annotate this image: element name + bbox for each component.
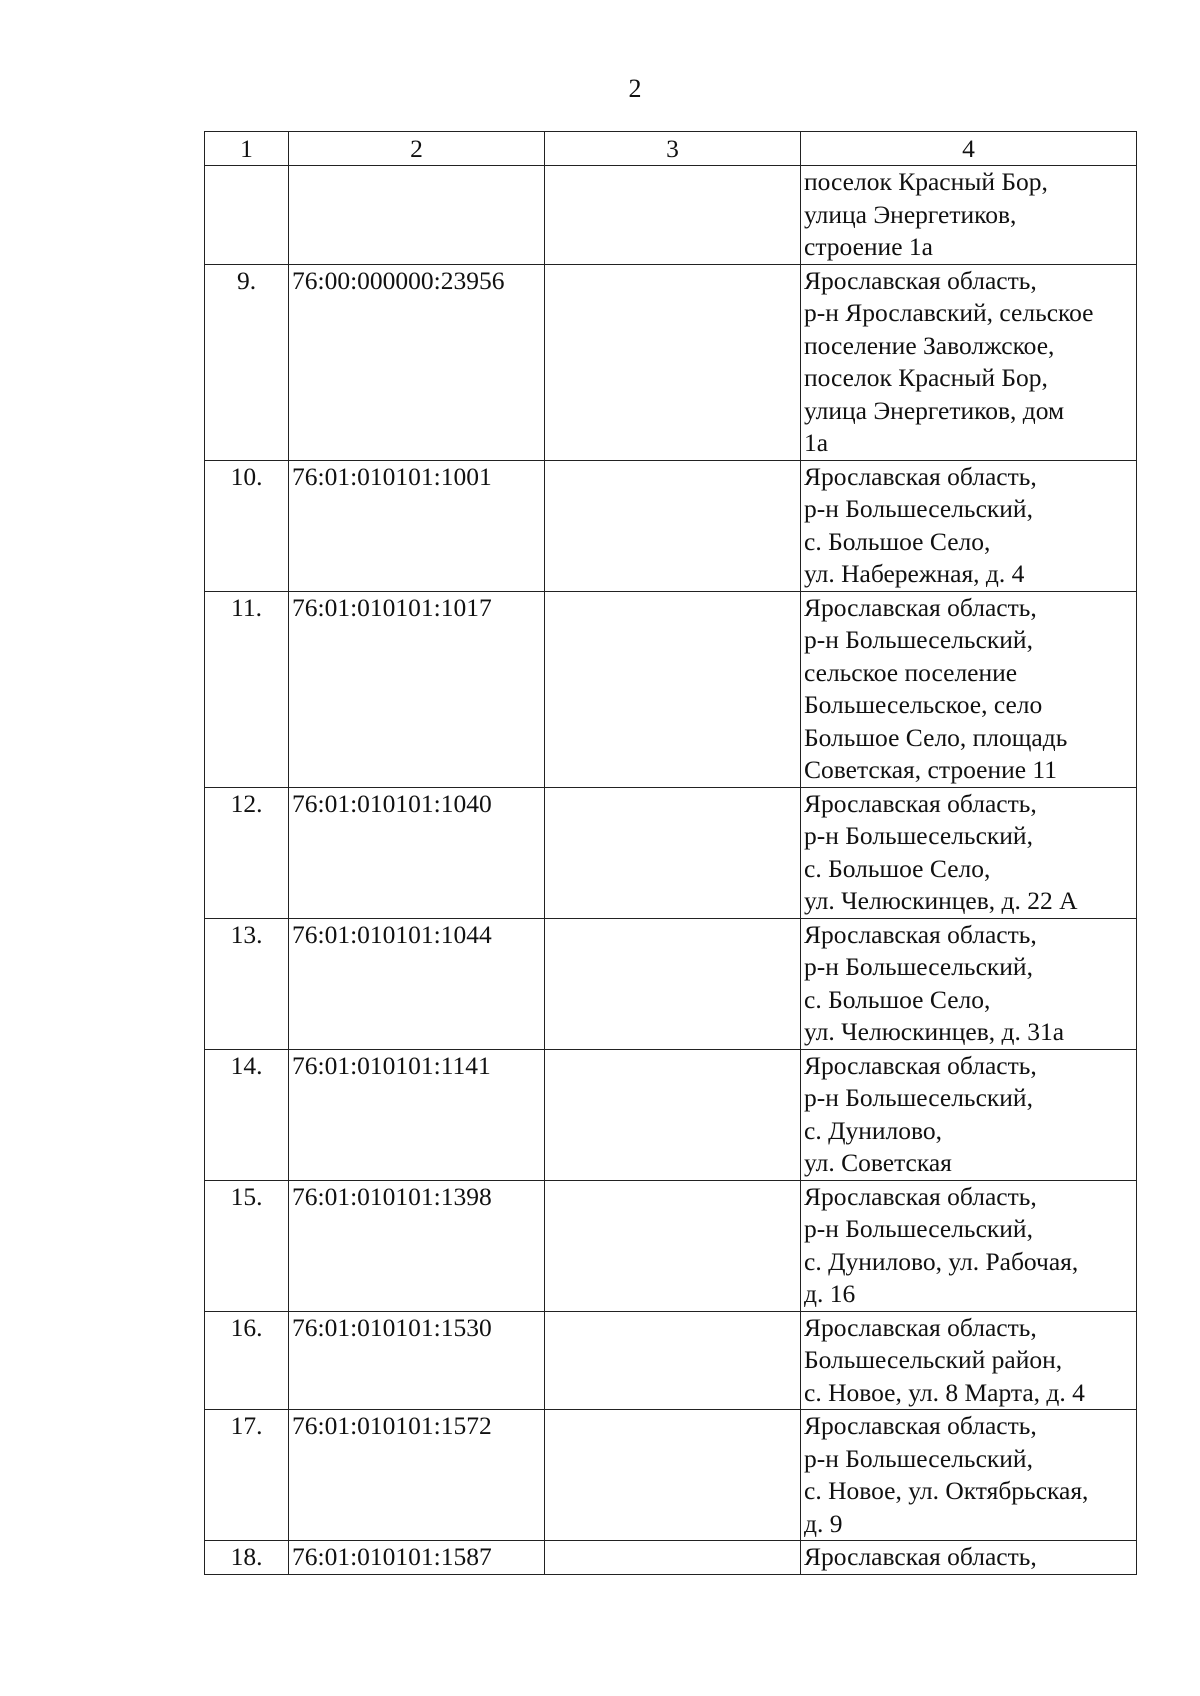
address-line: с. Дунилово, ул. Рабочая, [804,1246,1079,1276]
address-line: поселок Красный Бор, [804,167,1048,196]
address-line: Ярославская область, [804,592,1037,622]
address-line: Большесельское, село [804,690,1043,719]
column-3-cell [545,1049,801,1180]
column-header-2: 2 [289,132,545,166]
address-line: поселение Заволжское, [804,330,1055,360]
row-number-cell: 9. [205,264,289,460]
address-cell [801,166,1137,265]
address-line: Ярославская область, [804,1312,1037,1342]
address-line: Ярославская область, [804,1411,1037,1440]
row-number-cell: 15. [205,1180,289,1311]
column-3-cell [545,918,801,1049]
registry-table [204,131,1137,1575]
address-cell [801,460,1137,591]
column-3-cell [545,264,801,460]
address-cell [801,1311,1137,1410]
address-line: р-н Большесельский, [804,625,1033,654]
address-line: ул. Челюскинцев, д. 22 А [804,886,1078,915]
address-line: Большесельский район, [804,1345,1063,1374]
address-line: Ярославская область, [804,1181,1037,1211]
address-line: д. 16 [804,1279,856,1308]
address-line: улица Энергетиков, [804,199,1017,229]
address-line: с. Большое Село, [804,526,991,556]
column-3-cell [545,460,801,591]
column-header-3: 3 [545,132,801,166]
row-number-cell: 10. [205,460,289,591]
table-row [205,591,1137,787]
address-line: улица Энергетиков, дом [804,395,1065,425]
table-header-row [205,132,1137,166]
address-cell [801,1049,1137,1180]
address-line: р-н Большесельский, [804,1083,1033,1112]
address-line: ул. Челюскинцев, д. 31а [804,1017,1065,1046]
cadastral-number-cell: 76:01:010101:1017 [289,591,545,787]
table-row [205,787,1137,918]
address-line: Большое Село, площадь [804,722,1068,752]
column-3-cell [545,787,801,918]
address-line: с. Большое Село, [804,853,991,883]
address-line: Ярославская область, [804,919,1037,949]
address-line: Советская, строение 11 [804,755,1057,784]
address-line: с. Дунилово, [804,1115,942,1145]
column-header-1: 1 [205,132,289,166]
address-line: с. Большое Село, [804,984,991,1014]
cadastral-number-cell: 76:00:000000:23956 [289,264,545,460]
table-row [205,264,1137,460]
address-line: Ярославская область, [804,461,1037,491]
table-row [205,460,1137,591]
table-row [205,918,1137,1049]
row-number-cell: 13. [205,918,289,1049]
row-number-cell: 12. [205,787,289,918]
address-line: 1а [804,428,829,457]
table-row [205,1541,1137,1575]
table-row [205,1410,1137,1541]
address-cell [801,1180,1137,1311]
cadastral-number-cell: 76:01:010101:1587 [289,1541,545,1575]
address-line: Ярославская область, [804,1050,1037,1080]
address-line: сельское поселение [804,657,1018,687]
address-line: строение 1а [804,232,933,261]
row-number-cell: 18. [205,1541,289,1575]
cadastral-number-cell: 76:01:010101:1398 [289,1180,545,1311]
address-line: Ярославская область, [804,788,1037,818]
row-number-cell: 11. [205,591,289,787]
cadastral-number-cell: 76:01:010101:1530 [289,1311,545,1410]
address-cell [801,918,1137,1049]
table-row [205,1180,1137,1311]
column-3-cell [545,1410,801,1541]
address-line: р-н Большесельский, [804,952,1033,981]
column-3-cell [545,591,801,787]
address-line: р-н Большесельский, [804,821,1033,850]
table-body [205,166,1137,1575]
address-cell [801,1541,1137,1575]
address-line: ул. Набережная, д. 4 [804,559,1025,588]
cadastral-number-cell [289,166,545,265]
column-header-4: 4 [801,132,1137,166]
address-line: р-н Ярославский, сельское [804,298,1094,327]
address-line: ул. Советская [804,1148,952,1177]
cadastral-number-cell: 76:01:010101:1044 [289,918,545,1049]
address-cell [801,787,1137,918]
address-line: поселок Красный Бор, [804,363,1048,392]
address-cell [801,1410,1137,1541]
column-3-cell [545,166,801,265]
cadastral-number-cell: 76:01:010101:1572 [289,1410,545,1541]
address-line: д. 9 [804,1508,843,1538]
address-line: р-н Большесельский, [804,1214,1033,1243]
table-row [205,166,1137,265]
row-number-cell: 16. [205,1311,289,1410]
table-row [205,1311,1137,1410]
address-line: р-н Большесельский, [804,494,1033,523]
cadastral-number-cell: 76:01:010101:1040 [289,787,545,918]
cadastral-number-cell: 76:01:010101:1141 [289,1049,545,1180]
row-number-cell: 17. [205,1410,289,1541]
row-number-cell [205,166,289,265]
address-line: Ярославская область, [804,265,1037,295]
address-line: с. Новое, ул. Октябрьская, [804,1476,1089,1505]
column-3-cell [545,1180,801,1311]
address-line: с. Новое, ул. 8 Марта, д. 4 [804,1377,1085,1407]
row-number-cell: 14. [205,1049,289,1180]
cadastral-number-cell: 76:01:010101:1001 [289,460,545,591]
table-row [205,1049,1137,1180]
address-cell [801,591,1137,787]
column-3-cell [545,1541,801,1575]
address-line: Ярославская область, [804,1542,1037,1571]
page-number: 2 [628,74,642,103]
column-3-cell [545,1311,801,1410]
address-line: р-н Большесельский, [804,1443,1033,1473]
address-cell [801,264,1137,460]
